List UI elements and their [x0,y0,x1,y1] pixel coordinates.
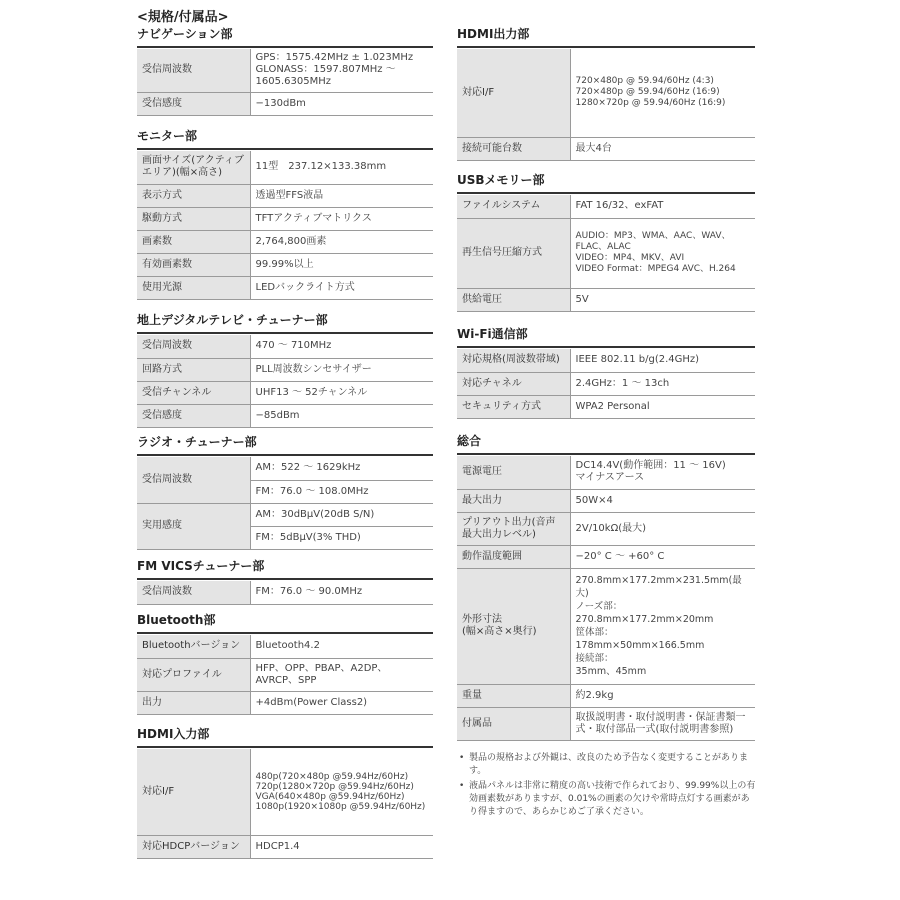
table-row [137,207,433,230]
table-row [457,568,755,684]
monitor-section [137,128,433,300]
spec-value: 2,764,800画素 [250,230,433,253]
spec-key: プリアウト出力(音声最大出力レベル) [457,512,570,545]
spec-key: 対応I/F [137,749,250,835]
spec-key: 実用感度 [137,503,250,549]
table-row [137,151,433,184]
spec-key: 再生信号圧縮方式 [457,218,570,288]
spec-value: FM：76.0 〜 108.0MHz [250,480,433,503]
spec-table [137,335,433,428]
table-row [457,395,755,418]
spec-key: 対応HDCPバージョン [137,835,250,858]
spec-value: AM：522 〜 1629kHz [250,457,433,480]
spec-key: 電源電圧 [457,456,570,489]
spec-table [457,49,755,161]
spec-value: +4dBm(Power Class2) [250,691,433,714]
page-title: <規格/付属品> [137,10,229,25]
table-row [457,512,755,545]
table-row [137,253,433,276]
spec-value: 99.99%以上 [250,253,433,276]
section-title: HDMI出力部 [457,26,755,48]
table-row [137,49,433,92]
spec-key: 供給電圧 [457,288,570,311]
spec-value: FM：5dBμV(3% THD) [250,526,433,549]
spec-value: 270.8mm×177.2mm×231.5mm(最大) ノーズ部： 270.8mm×177.2mm×20mm 筐体部： 178mm×50mm×166.5mm 接続部： 35mm、45mm [570,568,755,684]
spec-key: 動作温度範囲 [457,545,570,568]
section-title: ナビゲーション部 [137,26,433,48]
table-row [457,545,755,568]
section-title: USBメモリー部 [457,172,755,194]
spec-value: 5V [570,288,755,311]
spec-value: 50W×4 [570,489,755,512]
navigation-section [137,26,433,116]
spec-key: 最大出力 [457,489,570,512]
table-row [457,49,755,137]
spec-key: 受信周波数 [137,581,250,604]
spec-table [137,151,433,300]
section-title: Bluetooth部 [137,612,433,634]
spec-key: 画素数 [137,230,250,253]
table-row [457,707,755,740]
section-title: FM VICSチューナー部 [137,558,433,580]
hdmi-input-section [137,726,433,859]
spec-value: AUDIO：MP3、WMA、AAC、WAV、FLAC、ALAC VIDEO：MP4、MKV、AVI VIDEO Format：MPEG4 AVC、H.264 [570,218,755,288]
general-section [457,433,755,741]
spec-value: HDCP1.4 [250,835,433,858]
spec-value: PLL周波数シンセサイザー [250,358,433,381]
spec-table [137,581,433,605]
table-row [457,349,755,372]
table-row [137,635,433,658]
spec-value: 約2.9kg [570,684,755,707]
spec-table [137,457,433,550]
table-row [137,835,433,858]
spec-value: 470 〜 710MHz [250,335,433,358]
spec-key: 使用光源 [137,276,250,299]
spec-key: Bluetoothバージョン [137,635,250,658]
spec-value: −20° C 〜 +60° C [570,545,755,568]
spec-table [137,749,433,859]
spec-value: 2.4GHz：1 〜 13ch [570,372,755,395]
spec-key: 回路方式 [137,358,250,381]
table-row [457,195,755,218]
section-title: HDMI入力部 [137,726,433,748]
table-row [137,276,433,299]
spec-value: LEDバックライト方式 [250,276,433,299]
table-row [137,749,433,835]
spec-table [137,49,433,116]
spec-value: GPS：1575.42MHz ± 1.023MHz GLONASS：1597.807MHz 〜 1605.6305MHz [250,49,433,92]
spec-value: 11型 237.12×133.38mm [250,151,433,184]
spec-value: IEEE 802.11 b/g(2.4GHz) [570,349,755,372]
table-row [137,658,433,691]
spec-key: 接続可能台数 [457,137,570,160]
spec-value: Bluetooth4.2 [250,635,433,658]
spec-key: ファイルシステム [457,195,570,218]
section-title: 地上デジタルテレビ・チューナー部 [137,312,433,334]
section-title: モニター部 [137,128,433,150]
section-title: Wi-Fi通信部 [457,326,755,348]
table-row [137,404,433,427]
fm-vics-section [137,558,433,605]
table-row [137,230,433,253]
notes [457,752,757,821]
table-row [137,691,433,714]
spec-value: WPA2 Personal [570,395,755,418]
spec-key: 受信チャンネル [137,381,250,404]
table-row [457,288,755,311]
spec-value: DC14.4V(動作範囲：11 〜 16V) マイナスアース [570,456,755,489]
table-row [137,457,433,480]
spec-value: 透過型FFS液晶 [250,184,433,207]
spec-value: UHF13 〜 52チャンネル [250,381,433,404]
spec-value: HFP、OPP、PBAP、A2DP、AVRCP、SPP [250,658,433,691]
table-row [137,503,433,526]
table-row [137,335,433,358]
table-row [137,92,433,115]
table-row [457,456,755,489]
spec-key: 対応プロファイル [137,658,250,691]
table-row [137,581,433,604]
spec-value: 最大4台 [570,137,755,160]
radio-tuner-section [137,434,433,550]
section-title: ラジオ・チューナー部 [137,434,433,456]
spec-value: 取扱説明書・取付説明書・保証書類一式・取付部品一式(取付説明書参照) [570,707,755,740]
table-row [457,218,755,288]
spec-key: 対応I/F [457,49,570,137]
spec-key: 受信感度 [137,404,250,427]
spec-value: AM：30dBμV(20dB S/N) [250,503,433,526]
hdmi-output-section [457,26,755,161]
section-title: 総合 [457,433,755,455]
spec-table [457,349,755,419]
spec-key: 対応規格(周波数帯域) [457,349,570,372]
spec-key: 重量 [457,684,570,707]
spec-value: FM：76.0 〜 90.0MHz [250,581,433,604]
table-row [457,489,755,512]
spec-key: 有効画素数 [137,253,250,276]
spec-value: 2V/10kΩ(最大) [570,512,755,545]
spec-key: 駆動方式 [137,207,250,230]
spec-value: 480p(720×480p @59.94Hz/60Hz) 720p(1280×720p @59.94Hz/60Hz) VGA(640×480p @59.94Hz/60Hz) 1080p(1920×1080p @59.94Hz/60Hz) [250,749,433,835]
spec-value: −85dBm [250,404,433,427]
note: • 液晶パネルは非常に精度の高い技術で作られており、99.99%以上の有効画素数がありますが、0.01%の画素の欠けや常時点灯する画素があり得ますので、あらかじめご了承ください。 [457,780,757,819]
table-row [457,684,755,707]
table-row [457,137,755,160]
spec-table [137,635,433,715]
spec-key: 出力 [137,691,250,714]
spec-value: TFTアクティブマトリクス [250,207,433,230]
spec-value: −130dBm [250,92,433,115]
spec-key: 受信周波数 [137,457,250,503]
spec-table [457,195,755,312]
table-row [137,358,433,381]
table-row [137,184,433,207]
table-row [137,381,433,404]
spec-key: 画面サイズ(アクティブエリア)(幅×高さ) [137,151,250,184]
spec-key: 対応チャネル [457,372,570,395]
spec-key: 外形寸法 (幅×高さ×奥行) [457,568,570,684]
spec-key: 受信周波数 [137,335,250,358]
spec-key: 表示方式 [137,184,250,207]
note: • 製品の規格および外観は、改良のため予告なく変更することがあります。 [457,752,757,778]
spec-value: FAT 16/32、exFAT [570,195,755,218]
spec-key: 受信周波数 [137,49,250,92]
usb-memory-section [457,172,755,312]
spec-key: セキュリティ方式 [457,395,570,418]
spec-value: 720×480p @ 59.94/60Hz (4:3) 720×480p @ 59.94/60Hz (16:9) 1280×720p @ 59.94/60Hz (16:9) [570,49,755,137]
digital-tv-tuner-section [137,312,433,428]
wifi-section [457,326,755,419]
spec-key: 付属品 [457,707,570,740]
bluetooth-section [137,612,433,715]
table-row [457,372,755,395]
spec-table [457,456,755,741]
spec-key: 受信感度 [137,92,250,115]
